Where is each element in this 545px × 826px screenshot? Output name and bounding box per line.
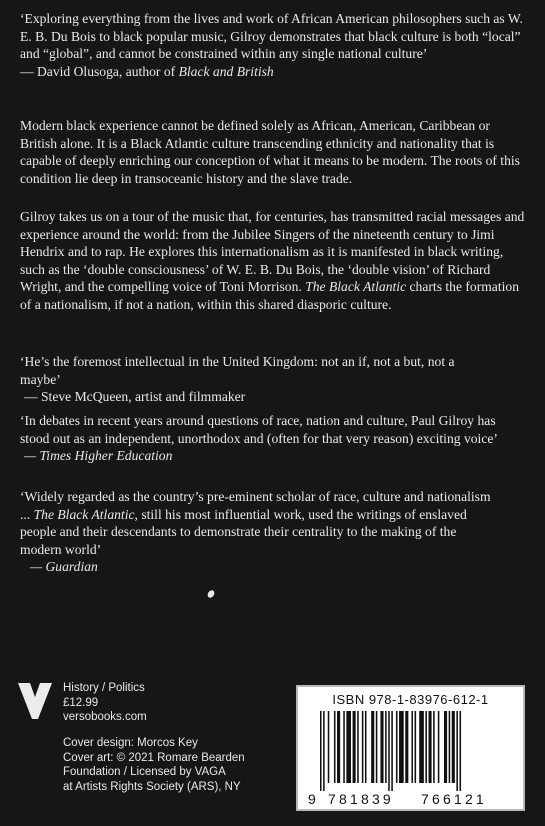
quote-guardian (20, 488, 525, 576)
quote-olusoga (20, 10, 537, 80)
barcode-bar (415, 711, 417, 783)
barcode-bar (456, 711, 458, 791)
publisher-website: versobooks.com (63, 711, 147, 723)
barcode-bar (411, 711, 413, 783)
barcode-bar (444, 711, 447, 783)
barcode-bar (320, 711, 322, 791)
book-title-italic: The Black Atlantic (305, 279, 407, 294)
quote-the-text: ‘In debates in recent years around questions of race, nation and culture, Paul Gilroy has stood out as an independent, unorthodox and (often for that very reason) exciting voice’ (20, 413, 498, 446)
quote-guardian-text: ‘Widely regarded as the country’s pre-eminent scholar of race, culture and nationalism ... The Black Atlantic, still his most influential work, used the writings of enslaved people and their descendants to demonstrate their centrality to the making of the modern world’ (20, 489, 491, 557)
publisher-info (63, 681, 147, 725)
barcode-bar (346, 711, 351, 783)
barcode-bar (460, 711, 462, 791)
barcode-digits-group-2: 766121 (421, 791, 487, 807)
barcode-bar (396, 711, 398, 783)
quote-the-attribution: — Times Higher Education (24, 448, 173, 463)
barcode-bars (320, 711, 461, 791)
credit-art-line-3: at Artists Rights Society (ARS), NY (63, 780, 241, 793)
barcode-bar (419, 711, 424, 783)
cover-credits (63, 736, 245, 794)
barcode-bar (376, 711, 378, 783)
barcode-bar (425, 711, 427, 783)
print-fleck (206, 589, 216, 599)
barcode-bar (365, 711, 367, 783)
barcode-bar (343, 711, 345, 783)
barcode-bar (433, 711, 435, 783)
barcode-bar (405, 711, 408, 783)
description-paragraph-1: Modern black experience cannot be defined solely as African, American, Caribbean or British alone. It is a Black Atlantic culture transcending ethnicity and nationality that is capable of deeply enriching our conception of what it means to be modern. The roots of this condition lie deep in transoceanic history and the slave trade. (20, 118, 520, 186)
barcode-bar (334, 711, 336, 783)
barcode-bar (362, 711, 364, 783)
credit-art-line-1: Cover art: © 2021 Romare Bearden (63, 751, 245, 764)
credit-design: Cover design: Morcos Key (63, 737, 198, 749)
quote-guardian-attribution: — Guardian (30, 559, 98, 574)
barcode-bar (357, 711, 359, 783)
barcode-bar (388, 711, 390, 791)
quote-mcqueen-text: ‘He’s the foremost intellectual in the United Kingdom: not an if, not a but, not a maybe’ (20, 354, 455, 387)
barcode-bar (328, 711, 330, 783)
barcode-bar (391, 711, 393, 791)
barcode-bar (385, 711, 387, 783)
barcode-bar (452, 711, 455, 783)
credit-art-line-2: Foundation / Licensed by VAGA (63, 766, 226, 778)
isbn-label: ISBN 978-1-83976-612-1 (332, 692, 489, 707)
quote-mcqueen (20, 353, 525, 406)
barcode-digits-group-1: 781839 (328, 791, 394, 807)
barcode-bar (353, 711, 356, 783)
barcode-bar (371, 711, 374, 783)
barcode-bar (438, 711, 440, 783)
barcode-bar (449, 711, 451, 783)
barcode-bar (323, 711, 325, 791)
barcode-first-digit: 9 (308, 791, 316, 807)
quote-olusoga-text: ‘Exploring everything from the lives and work of African American philosophers such as W. E. B. Du Bois to black popular music, Gilroy demonstrates that black culture is both “local” and “global”, and cannot be constrained within any single national culture’ (20, 11, 523, 61)
verso-v-logo-icon (18, 683, 52, 719)
publisher-category: History / Politics (63, 682, 145, 694)
barcode-bar (399, 711, 404, 783)
barcode-graphic (306, 709, 515, 807)
barcode-bar (380, 711, 383, 783)
barcode-bar (337, 711, 340, 783)
quote-olusoga-attribution: — David Olusoga, author of Black and British (20, 63, 274, 79)
quote-mcqueen-attribution: — Steve McQueen, artist and filmmaker (24, 389, 246, 404)
quote-times-higher-education (20, 412, 525, 465)
barcode-bar (429, 711, 432, 783)
description-paragraph-2: Gilroy takes us on a tour of the music that, for centuries, has transmitted racial messages and experience around the world: from the Jubilee Singers of the nineteenth century to Jimi Hendrix and to rap. He explores this internationalism as it is manifested in black writing, such as the ‘double consciousness’ of W. E. B. Du Bois, the ‘double vision’ of Richard Wright, and the compelling voice of Toni Morrison. The Black Atlantic charts the formation of a nationalism, if not a nation, within this shared diasporic culture. (20, 209, 525, 312)
publisher-price: £12.99 (63, 696, 99, 709)
barcode-panel (296, 685, 525, 811)
